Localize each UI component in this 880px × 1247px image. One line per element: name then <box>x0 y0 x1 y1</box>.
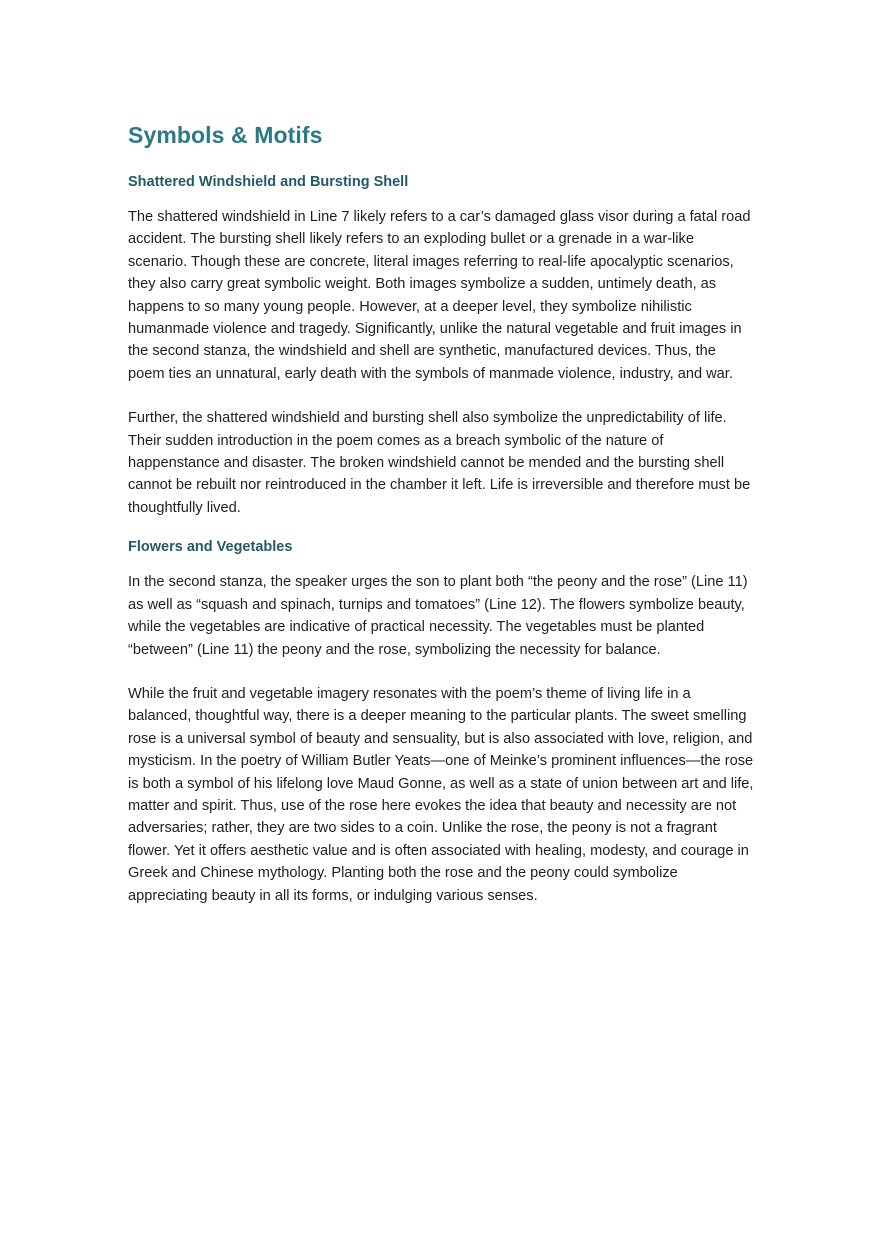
section-shattered-windshield <box>128 172 756 519</box>
section-heading: Flowers and Vegetables <box>128 539 293 556</box>
paragraph: While the fruit and vegetable imagery resonates with the poem’s theme of living life in a balanced, thoughtful way, there is a deeper meaning to the particular plants. The sweet smelling rose is a universal symbol of beauty and sensuality, but is also associated with love, religion, and mysticism. In the poetry of William Butler Yeats—one of Meinke’s prominent influences—the rose is both a symbol of his lifelong love Maud Gonne, as well as a state of union between art and life, matter and spirit. Thus, use of the rose here evokes the idea that beauty and necessity are not adversaries; rather, they are two sides to a coin. Unlike the rose, the peony is not a fragrant flower. Yet it offers aesthetic value and is often associated with healing, modesty, and courage in Greek and Chinese mythology. Planting both the rose and the peony could symbolize appreciating beauty in all its forms, or indulging various senses. <box>128 685 754 904</box>
document-page <box>128 118 756 907</box>
paragraph: Further, the shattered windshield and bursting shell also symbolize the unpredictability of life. Their sudden introduction in the poem comes as a breach symbolic of the nature of happenstance and disaster. The broken windshield cannot be mended and the bursting shell cannot be rebuilt nor reintroduced in the chamber it left. Life is irreversible and therefore must be thoughtfully lived. <box>128 410 751 516</box>
section-flowers-vegetables <box>128 537 756 907</box>
paragraph: The shattered windshield in Line 7 likely refers to a car’s damaged glass visor during a fatal road accident. The bursting shell likely refers to an exploding bullet or a grenade in a war-like scenario. Though these are concrete, literal images referring to real-life apocalyptic scenarios, they also carry great symbolic weight. Both images symbolize a sudden, untimely death, as happens to so many young people. However, at a deeper level, they symbolize nihilistic humanmade violence and tragedy. Significantly, unlike the natural vegetable and fruit images in the second stanza, the windshield and shell are synthetic, manufactured devices. Thus, the poem ties an unnatural, early death with the symbols of manmade violence, industry, and war. <box>128 209 751 382</box>
section-heading: Shattered Windshield and Bursting Shell <box>128 174 409 190</box>
paragraph: In the second stanza, the speaker urges the son to plant both “the peony and the rose” (Line 11) as well as “squash and spinach, turnips and tomatoes” (Line 12). The flowers symbolize beauty, while the vegetables are indicative of practical necessity. The vegetables must be planted “between” (Line 11) the peony and the rose, symbolizing the necessity for balance. <box>128 574 748 658</box>
page-title: Symbols & Motifs <box>128 122 323 148</box>
